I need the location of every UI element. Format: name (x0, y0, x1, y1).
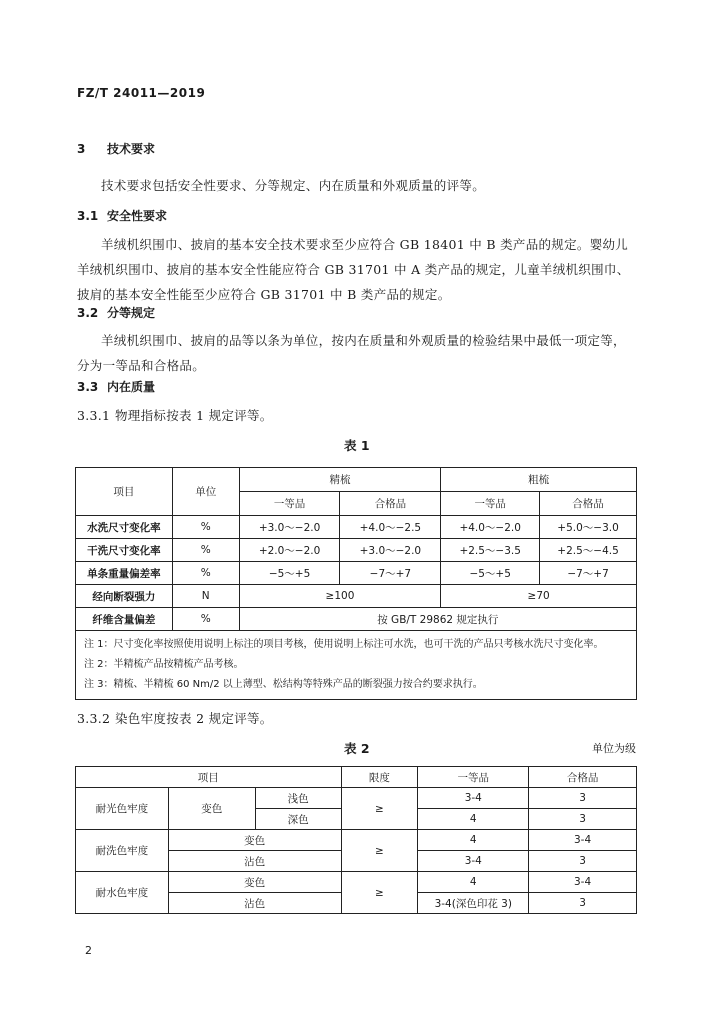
section-3-1-body: 羊绒机织围巾、披肩的基本安全技术要求至少应符合 GB 18401 中 B 类产品的规定。婴幼儿羊绒机织围巾、披肩的基本安全性能应符合 GB 31701 中 A 类产品的规定，儿童羊绒机织围巾、披肩的基本安全性能至少应符合 GB 31701 中 B 类产品的规定。 (77, 237, 630, 302)
section-number: 3.3 (77, 380, 99, 394)
row-item: 耐水色牢度 (76, 872, 169, 914)
section-3-1-heading (77, 207, 167, 224)
header-carded: 粗梳 (441, 468, 637, 492)
row-limit: ≥ (341, 830, 418, 872)
cell-value: +2.5～−3.5 (441, 539, 540, 562)
row-item: 纤维含量偏差 (76, 608, 173, 631)
table-1 (75, 467, 637, 700)
table-note: 注 3：精梳、半精梳 60 Nm/2 以上薄型、松结构等特殊产品的断裂强力按合约要求执行。 (84, 679, 483, 690)
cell-value: ≥100 (239, 585, 441, 608)
section-text: 物理指标按表 1 规定评等。 (115, 408, 273, 423)
row-unit: N (172, 585, 239, 608)
header-limit: 限度 (341, 767, 418, 788)
table-row (76, 788, 637, 809)
row-subitem: 变色 (168, 872, 341, 893)
cell-value: ≥70 (441, 585, 637, 608)
row-unit: % (172, 562, 239, 585)
cell-value: 3 (529, 851, 637, 872)
section-3-3-1 (77, 403, 637, 428)
table-row (76, 830, 637, 851)
cell-value: 3-4 (418, 851, 529, 872)
section-3-heading (77, 140, 155, 157)
cell-value: 3-4(深色印花 3) (418, 893, 529, 914)
standard-code: FZ/T 24011—2019 (77, 86, 206, 100)
cell-value: 3 (529, 809, 637, 830)
row-shade: 深色 (255, 809, 341, 830)
table-2-unit-note: 单位为级 (592, 742, 636, 755)
table-1-notes (76, 631, 637, 700)
table-note: 注 1：尺寸变化率按照使用说明上标注的项目考核，使用说明上标注可水洗，也可干洗的产品只考核水洗尺寸变化率。 (84, 639, 604, 650)
header-qualified: 合格品 (540, 492, 637, 516)
table-row (76, 562, 637, 585)
table-1-caption: 表 1 (344, 438, 370, 453)
cell-value: +4.0～−2.0 (441, 516, 540, 539)
section-3-body: 技术要求包括安全性要求、分等规定、内在质量和外观质量的评等。 (101, 178, 486, 193)
table-row (76, 608, 637, 631)
row-item: 经向断裂强力 (76, 585, 173, 608)
cell-value: +5.0～−3.0 (540, 516, 637, 539)
header-combed: 精梳 (239, 468, 441, 492)
row-item: 耐洗色牢度 (76, 830, 169, 872)
section-title: 分等规定 (107, 306, 156, 320)
header-first-grade: 一等品 (441, 492, 540, 516)
section-number: 3.3.2 (77, 711, 111, 726)
row-subitem: 变色 (168, 788, 255, 830)
section-3-3-2 (77, 706, 637, 731)
table-note: 注 2：半精梳产品按精梳产品考核。 (84, 659, 244, 670)
cell-value: 3-4 (418, 788, 529, 809)
cell-value: +2.0～−2.0 (239, 539, 340, 562)
cell-value: −7～+7 (340, 562, 441, 585)
row-item: 干洗尺寸变化率 (76, 539, 173, 562)
cell-value: 3 (529, 893, 637, 914)
cell-value: −7～+7 (540, 562, 637, 585)
row-unit: % (172, 539, 239, 562)
page-number: 2 (85, 944, 92, 957)
section-3-2-heading (77, 304, 155, 321)
row-subitem: 变色 (168, 830, 341, 851)
row-limit: ≥ (341, 788, 418, 830)
header-first-grade: 一等品 (418, 767, 529, 788)
cell-value: 4 (418, 872, 529, 893)
row-unit: % (172, 516, 239, 539)
row-item: 耐光色牢度 (76, 788, 169, 830)
section-number: 3.1 (77, 209, 99, 223)
cell-value: 3-4 (529, 872, 637, 893)
section-number: 3 (77, 142, 86, 156)
row-item: 水洗尺寸变化率 (76, 516, 173, 539)
header-qualified: 合格品 (529, 767, 637, 788)
row-unit: % (172, 608, 239, 631)
cell-value: −5～+5 (441, 562, 540, 585)
header-first-grade: 一等品 (239, 492, 340, 516)
table-2-caption: 表 2 (344, 741, 370, 756)
section-title: 安全性要求 (107, 209, 168, 223)
cell-value: 3 (529, 788, 637, 809)
row-item: 单条重量偏差率 (76, 562, 173, 585)
section-3-3-heading (77, 378, 155, 395)
section-3-2-body: 羊绒机织围巾、披肩的品等以条为单位，按内在质量和外观质量的检验结果中最低一项定等，分为一等品和合格品。 (77, 333, 626, 373)
row-subitem: 沾色 (168, 893, 341, 914)
table-row (76, 585, 637, 608)
cell-value: +4.0～−2.5 (340, 516, 441, 539)
header-item: 项目 (76, 767, 342, 788)
cell-value: −5～+5 (239, 562, 340, 585)
cell-value: 4 (418, 809, 529, 830)
cell-value: 按 GB/T 29862 规定执行 (239, 608, 636, 631)
section-title: 技术要求 (107, 142, 156, 156)
section-text: 染色牢度按表 2 规定评等。 (115, 711, 273, 726)
section-title: 内在质量 (107, 380, 156, 394)
row-limit: ≥ (341, 872, 418, 914)
cell-value: 4 (418, 830, 529, 851)
header-item: 项目 (76, 468, 173, 516)
cell-value: +3.0～−2.0 (239, 516, 340, 539)
cell-value: +3.0～−2.0 (340, 539, 441, 562)
header-qualified: 合格品 (340, 492, 441, 516)
row-shade: 浅色 (255, 788, 341, 809)
row-subitem: 沾色 (168, 851, 341, 872)
section-number: 3.2 (77, 306, 99, 320)
cell-value: +2.5～−4.5 (540, 539, 637, 562)
table-row (76, 516, 637, 539)
section-number: 3.3.1 (77, 408, 111, 423)
table-row (76, 872, 637, 893)
header-unit: 单位 (172, 468, 239, 516)
table-2 (75, 766, 637, 914)
table-row (76, 539, 637, 562)
cell-value: 3-4 (529, 830, 637, 851)
